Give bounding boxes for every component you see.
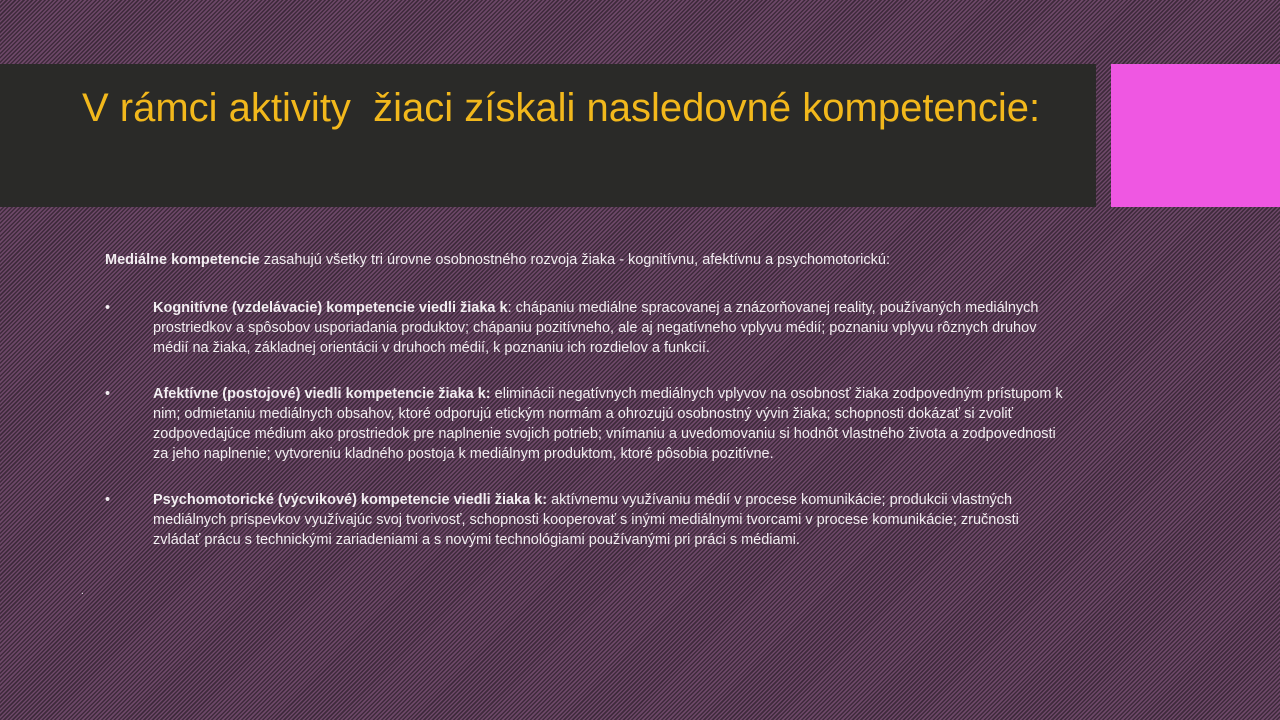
bullet-cognitive [105, 298, 1070, 358]
intro-bold: Mediálne kompetencie [105, 252, 260, 268]
bullet-bold: Psychomotorické (výcvikové) kompetencie viedli žiaka k: [153, 492, 548, 508]
bullet-bold: Kognitívne (vzdelávacie) kompetencie viedli žiaka k [153, 300, 508, 316]
bullet-marker: • [105, 300, 111, 316]
intro-text: zasahujú všetky tri úrovne osobnostného rozvoja žiaka - kognitívnu, afektívnu a psychomotorickú: [259, 252, 890, 268]
intro-paragraph [105, 250, 1070, 270]
slide-content [105, 250, 1070, 576]
bullet-marker: • [105, 492, 111, 508]
trailing-dot: . [81, 586, 84, 597]
bullet-affective [105, 384, 1070, 464]
accent-box [1111, 64, 1280, 207]
bullet-psychomotor [105, 490, 1070, 550]
slide-title: V rámci aktivity žiaci získali nasledovné kompetencie: [82, 86, 1041, 130]
bullet-text: eliminácii negatívnych mediálnych vplyvov na osobnosť žiaka zodpovedným prístupom k nim; odmietaniu mediálnych obsahov, ktoré odporujú etickým normám a ohrozujú osobnostný vývin žiaka; schopnosti dokázať si zvoliť zodpovedajúce médium ako prostriedok pre naplnenie svojich potrieb; vnímaniu a uvedomovaniu si hodnôt vlastného života a zodpovednosti za jeho naplnenie; vytvoreniu kladného postoja k mediálnym produktom, ktoré pôsobia pozitívne. [153, 386, 1063, 462]
bullet-bold: Afektívne (postojové) viedli kompetencie žiaka k: [153, 386, 491, 402]
bullet-text: aktívnemu využívaniu médií v procese komunikácie; produkcii vlastných mediálnych príspevkov využívajúc svoj tvorivosť, schopnosti kooperovať s inými mediálnymi tvorcami v procese komunikácie; zručnosti zvládať prácu s technickými zariadeniami a s novými technológiami používanými pri práci s médiami. [153, 492, 1019, 548]
bullet-marker: • [105, 386, 111, 402]
bullet-text: : chápaniu mediálne spracovanej a znázorňovanej reality, používaných mediálnych prostriedkov a spôsobov usporiadania produktov; chápaniu pozitívneho, ale aj negatívneho vplyvu médií; poznaniu vplyvu rôznych druhov médií na žiaka, základnej orientácii v druhoch médií, k poznaniu ich rozdielov a funkcií. [153, 300, 1039, 356]
